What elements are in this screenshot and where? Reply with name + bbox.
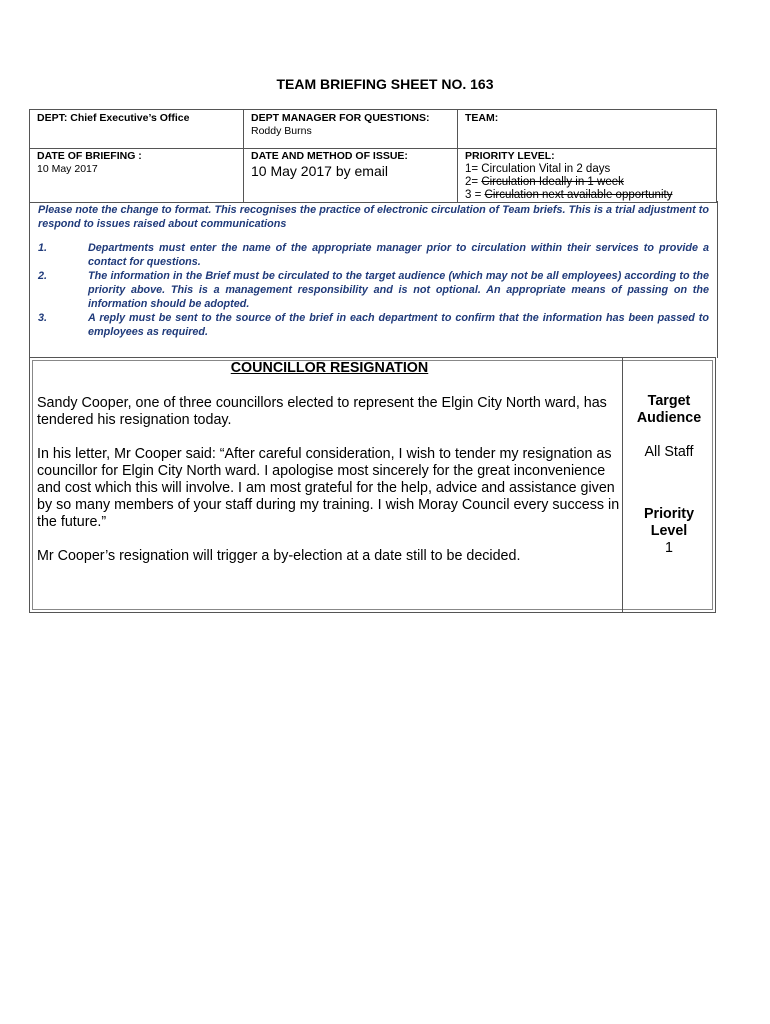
format-notes [29,201,718,358]
list-item-number: 3. [38,312,48,324]
date-value: 10 May 2017 [37,163,98,175]
priority-2-struck: Circulation Ideally in 1 week [481,176,624,188]
article-main [37,358,622,582]
priority-option-2 [465,176,709,189]
list-item-text: Departments must enter the name of the appropriate manager prior to circulation within their services to provide a contact for questions. [88,242,709,268]
article-heading: COUNCILLOR RESIGNATION [230,360,429,376]
manager-label: DEPT MANAGER FOR QUESTIONS: [251,112,430,124]
priority-3-struck: Circulation next available opportunity [484,189,673,201]
list-item-number: 1. [38,242,48,254]
page-title: TEAM BRIEFING SHEET NO. 163 [276,76,494,92]
priority-3-prefix: 3 = [465,189,485,201]
priority-label: PRIORITY LEVEL: [465,150,555,162]
list-item-text: The information in the Brief must be circulated to the target audience (which may not be all employees) according to the priority above. This is a management responsibility and is not optional. An appropriate means of passing on the information should be adopted. [88,270,709,310]
target-audience-value: All Staff [644,444,694,460]
priority-option-1: 1= Circulation Vital in 2 days [465,163,611,175]
notes-intro: Please note the change to format. This recognises the practice of electronic circulation of Team briefs. This is a trial adjustment to respond to issues raised about communications [38,204,709,230]
dept-cell [30,110,244,149]
list-item-number: 2. [38,270,48,282]
team-label: TEAM: [465,112,499,124]
issue-cell [244,149,458,203]
team-cell [458,110,717,149]
date-label: DATE OF BRIEFING : [37,150,142,162]
article-sidebar [623,358,715,557]
article-paragraph: Sandy Cooper, one of three councillors elected to represent the Elgin City North ward, has tendered his resignation today. [37,395,607,428]
priority-cell [458,149,717,203]
issue-value: 10 May 2017 by email [251,163,388,179]
issue-label: DATE AND METHOD OF ISSUE: [251,150,408,162]
dept-label: DEPT: Chief Executive’s Office [37,112,190,124]
date-cell [30,149,244,203]
list-item [38,241,709,269]
article-paragraph: Mr Cooper’s resignation will trigger a by-election at a date still to be decided. [37,548,521,564]
manager-value: Roddy Burns [251,125,312,137]
header-table [29,109,717,203]
priority-2-prefix: 2= [465,176,482,188]
list-item [38,269,709,311]
priority-level-label [623,506,715,540]
list-item [38,311,709,339]
article-box [29,357,716,613]
priority-label-line-2: Level [650,523,688,539]
article-paragraph: In his letter, Mr Cooper said: “After careful consideration, I wish to tender my resignation as councillor for Elgin City North ward. I apologise most sincerely for the great inconvenience and cost which this will involve. I am most grateful for the help, advice and assistance given by so many members of your staff during my training. I wish Moray Council every success in the future.” [37,446,620,530]
target-label-line-1: Target [647,393,691,409]
priority-label-line-1: Priority [643,506,695,522]
list-item-text: A reply must be sent to the source of the brief in each department to confirm that the information has been passed to employees as required. [88,312,709,338]
target-label-line-2: Audience [636,410,702,426]
target-audience-label [623,393,715,427]
priority-level-value: 1 [665,540,673,556]
manager-cell [244,110,458,149]
